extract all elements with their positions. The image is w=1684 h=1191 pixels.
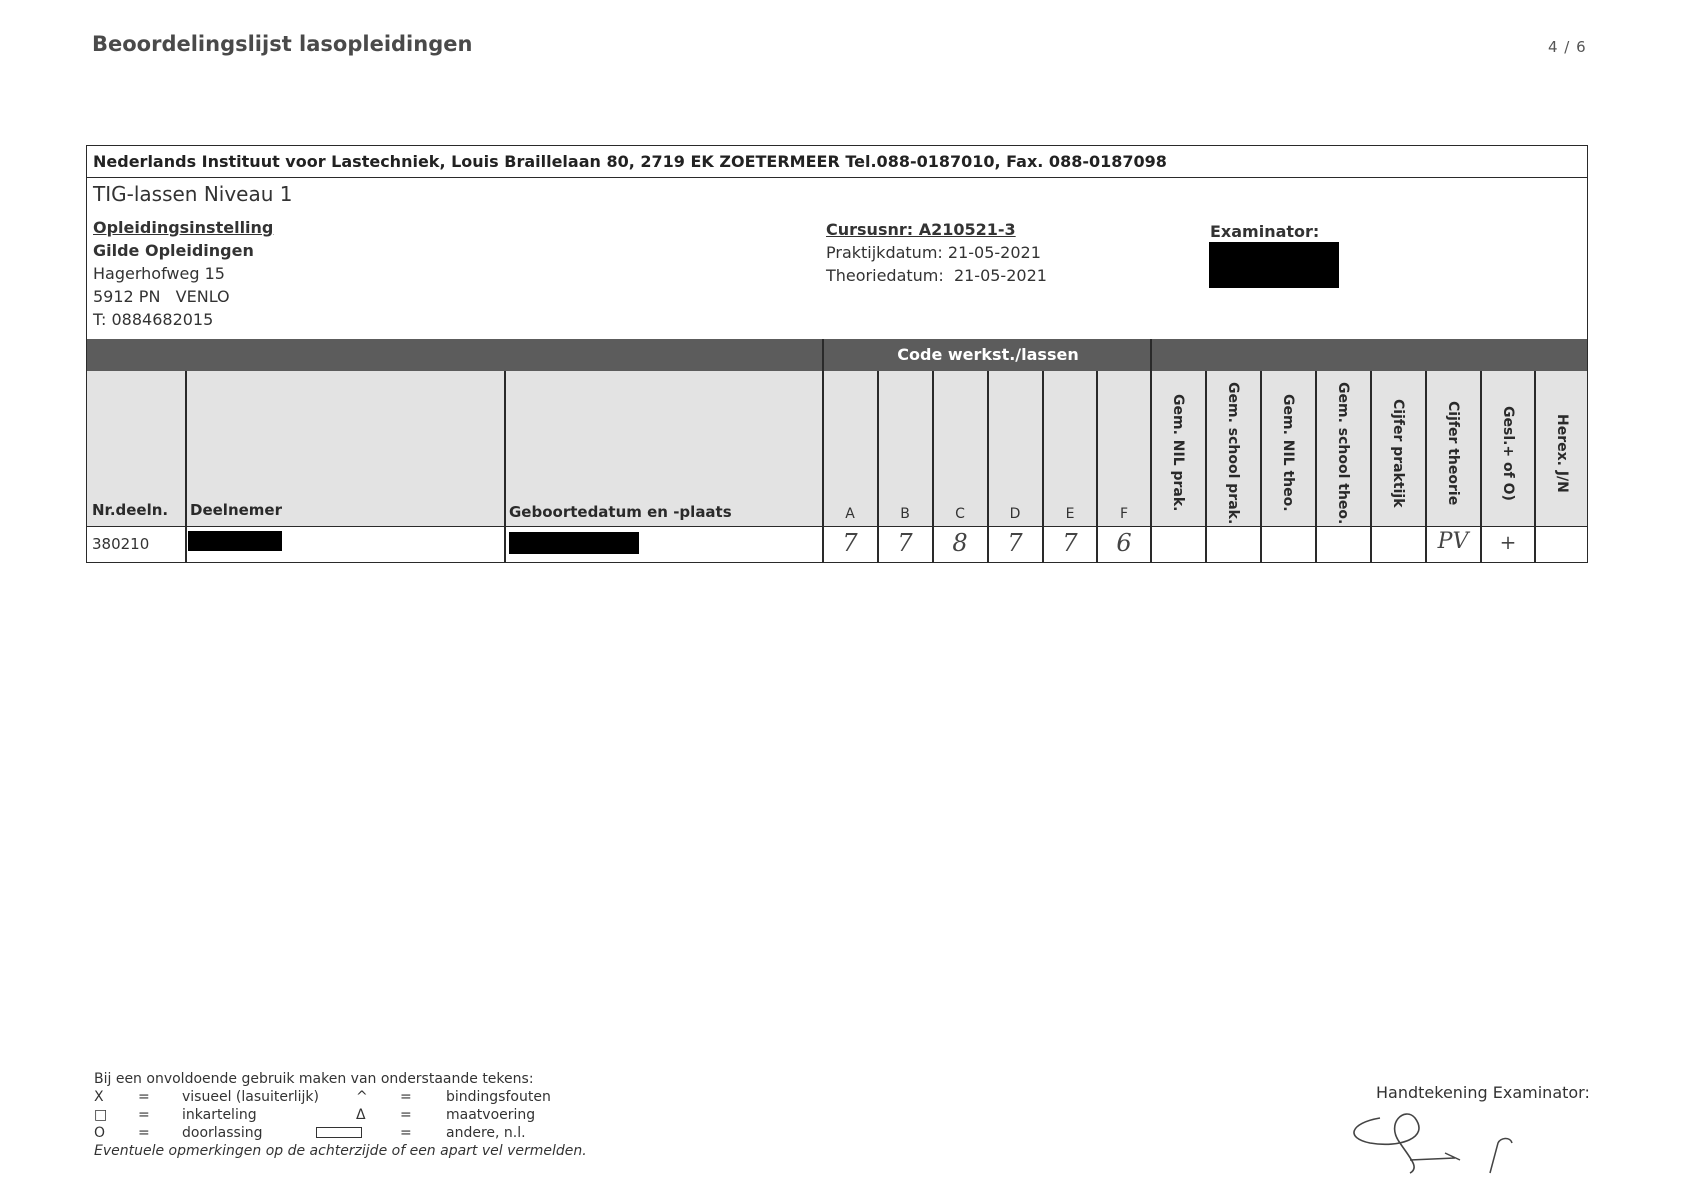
birth-info-redaction	[509, 532, 639, 554]
theory-date: Theoriedatum: 21-05-2021	[826, 266, 1047, 285]
page-title: Beoordelingslijst lasopleidingen	[92, 32, 473, 56]
col-header-nr: Nr.deeln.	[92, 501, 169, 519]
col-header-geslaagd: Gesl.+ of O)	[1500, 405, 1516, 501]
institution-header: Opleidingsinstelling	[93, 218, 274, 237]
institution-city: 5912 PN VENLO	[93, 287, 230, 306]
col-header-a: A	[845, 506, 855, 522]
examiner-name-redaction	[1209, 242, 1339, 288]
col-header-cijfer-theorie: Cijfer theorie	[1445, 400, 1461, 506]
examiner-block	[1210, 220, 1319, 243]
code-werkst-label: Code werkst./lassen	[897, 345, 1079, 364]
score-b: 7	[897, 529, 913, 557]
geslaagd-value: +	[1499, 530, 1517, 554]
legend-row: X = visueel (lasuiterlijk) ^ = bindingsfouten	[94, 1089, 551, 1105]
legend-intro: Bij een onvoldoende gebruik maken van onderstaande tekens:	[94, 1071, 534, 1087]
institute-address: Nederlands Instituut voor Lastechniek, Louis Braillelaan 80, 2719 EK ZOETERMEER Tel.088-0187010, Fax. 088-0187098	[87, 146, 1587, 178]
institution-street: Hagerhofweg 15	[93, 264, 225, 283]
col-header-participant: Deelnemer	[190, 501, 282, 519]
score-f: 6	[1116, 529, 1132, 557]
legend-note: Eventuele opmerkingen op de achterzijde of een apart vel vermelden.	[94, 1143, 587, 1159]
score-d: 7	[1007, 529, 1023, 557]
participant-name-redaction	[188, 531, 282, 551]
participant-number: 380210	[92, 535, 150, 553]
course-number: Cursusnr: A210521-3	[826, 220, 1016, 239]
signature-label: Handtekening Examinator:	[1376, 1083, 1590, 1102]
col-header-c: C	[955, 506, 965, 522]
col-header-cijfer-praktijk: Cijfer praktijk	[1390, 398, 1406, 508]
course-block	[826, 218, 1047, 287]
course-title: TIG-lassen Niveau 1	[93, 182, 293, 206]
rectangle-symbol-icon	[316, 1127, 362, 1138]
score-e: 7	[1062, 529, 1078, 557]
col-header-gem-school-prak: Gem. school prak.	[1225, 381, 1241, 525]
score-a: 7	[842, 529, 858, 557]
legend-row: □ = inkarteling Δ = maatvoering	[94, 1107, 536, 1123]
col-header-gem-nil-prak: Gem. NIL prak.	[1170, 394, 1186, 512]
col-header-d: D	[1009, 506, 1021, 522]
col-header-gem-nil-theo: Gem. NIL theo.	[1280, 394, 1296, 512]
table-row	[87, 527, 1587, 562]
score-c: 8	[952, 529, 968, 557]
col-header-birth: Geboortedatum en -plaats	[509, 503, 732, 521]
col-header-gem-school-theo: Gem. school theo.	[1335, 381, 1351, 525]
institution-name: Gilde Opleidingen	[93, 241, 254, 260]
legend	[94, 1070, 587, 1160]
examiner-header: Examinator:	[1210, 222, 1320, 241]
institution-phone: T: 0884682015	[93, 310, 214, 329]
col-header-herexamen: Herex. J/N	[1554, 413, 1570, 493]
col-header-b: B	[900, 506, 910, 522]
col-header-e: E	[1065, 506, 1075, 522]
page-number: 4 / 6	[1548, 38, 1587, 56]
practice-date: Praktijkdatum: 21-05-2021	[826, 243, 1041, 262]
col-header-f: F	[1119, 506, 1129, 522]
cijfer-theorie-value: PV	[1437, 529, 1469, 554]
legend-row: O = doorlassing = andere, n.l.	[94, 1125, 526, 1141]
signature-scribble-icon	[1340, 1098, 1540, 1178]
assessment-form	[86, 145, 1588, 563]
institution-block	[93, 216, 273, 331]
